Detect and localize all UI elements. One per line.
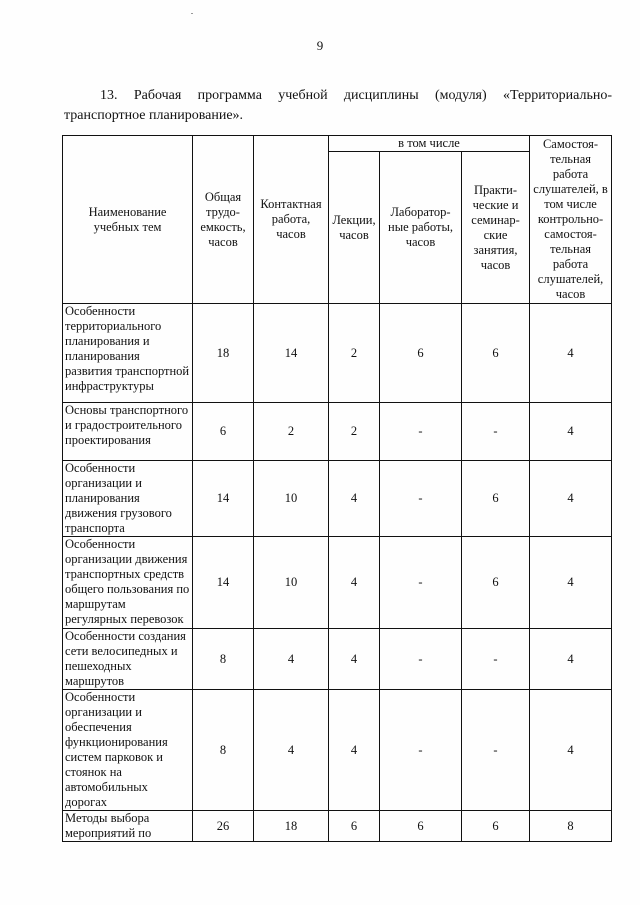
row-labs: - [380,537,462,629]
section-heading-line-2: транспортное планирование». [64,108,244,123]
row-topic: Методы выбора мероприятий по [63,811,193,842]
header-lab-hours: Лаборатор-ные работы, часов [380,152,462,304]
row-labs: 6 [380,304,462,403]
row-labs: - [380,690,462,811]
row-lectures: 4 [329,690,380,811]
row-topic: Основы транспортного и градостроительного проектирования [63,403,193,461]
header-lecture-hours: Лекции, часов [329,152,380,304]
row-practice: 6 [462,304,530,403]
table-row [63,690,612,811]
header-total-hours: Общая трудо-емкость, часов [193,136,254,304]
row-contact: 18 [254,811,329,842]
table-row [63,629,612,690]
row-practice: 6 [462,461,530,537]
page-number: 9 [316,38,324,53]
row-total: 18 [193,304,254,403]
row-lectures: 4 [329,629,380,690]
row-contact: 2 [254,403,329,461]
row-total: 14 [193,461,254,537]
row-self: 4 [530,403,612,461]
row-self: 8 [530,811,612,842]
header-practice-hours: Практи-ческие и семинар-ские занятия, часов [462,152,530,304]
row-labs: 6 [380,811,462,842]
row-self: 4 [530,629,612,690]
row-self: 4 [530,461,612,537]
row-practice: - [462,629,530,690]
row-topic: Особенности организации движения транспортных средств общего пользования по маршрутам регулярных перевозок [63,537,193,629]
row-lectures: 2 [329,403,380,461]
row-lectures: 4 [329,537,380,629]
row-contact: 4 [254,690,329,811]
row-labs: - [380,461,462,537]
row-total: 8 [193,690,254,811]
row-topic: Особенности создания сети велосипедных и пешеходных маршрутов [63,629,193,690]
row-lectures: 2 [329,304,380,403]
curriculum-table [62,135,612,842]
header-contact-hours: Контактная работа, часов [254,136,329,304]
row-contact: 10 [254,461,329,537]
table-row [63,461,612,537]
table-row [63,403,612,461]
row-topic: Особенности организации и планирования движения грузового транспорта [63,461,193,537]
row-contact: 10 [254,537,329,629]
row-lectures: 4 [329,461,380,537]
row-self: 4 [530,690,612,811]
row-contact: 4 [254,629,329,690]
row-labs: - [380,629,462,690]
row-self: 4 [530,304,612,403]
section-heading-line-1: 13. Рабочая программа учебной дисциплины (модуля) «Территориально- [100,88,612,103]
table-row [63,811,612,842]
scan-speck [191,13,193,14]
row-total: 26 [193,811,254,842]
table-row [63,304,612,403]
table-row [63,537,612,629]
row-topic: Особенности территориального планирования и планирования развития транспортной инфраструктуры [63,304,193,403]
header-topic-name: Наименование учебных тем [63,136,193,304]
row-lectures: 6 [329,811,380,842]
row-total: 8 [193,629,254,690]
row-total: 6 [193,403,254,461]
table-header-row [63,136,612,152]
row-practice: 6 [462,811,530,842]
section-heading [64,86,612,126]
row-practice: 6 [462,537,530,629]
row-total: 14 [193,537,254,629]
row-labs: - [380,403,462,461]
header-including: в том числе [329,136,530,152]
header-self-study-hours: Самостоя-тельная работа слушателей, в том числе контрольно-самостоя-тельная работа слушателей, часов [530,136,612,304]
row-topic: Особенности организации и обеспечения функционирования систем парковок и стоянок на автомобильных дорогах [63,690,193,811]
row-practice: - [462,403,530,461]
row-practice: - [462,690,530,811]
row-contact: 14 [254,304,329,403]
row-self: 4 [530,537,612,629]
